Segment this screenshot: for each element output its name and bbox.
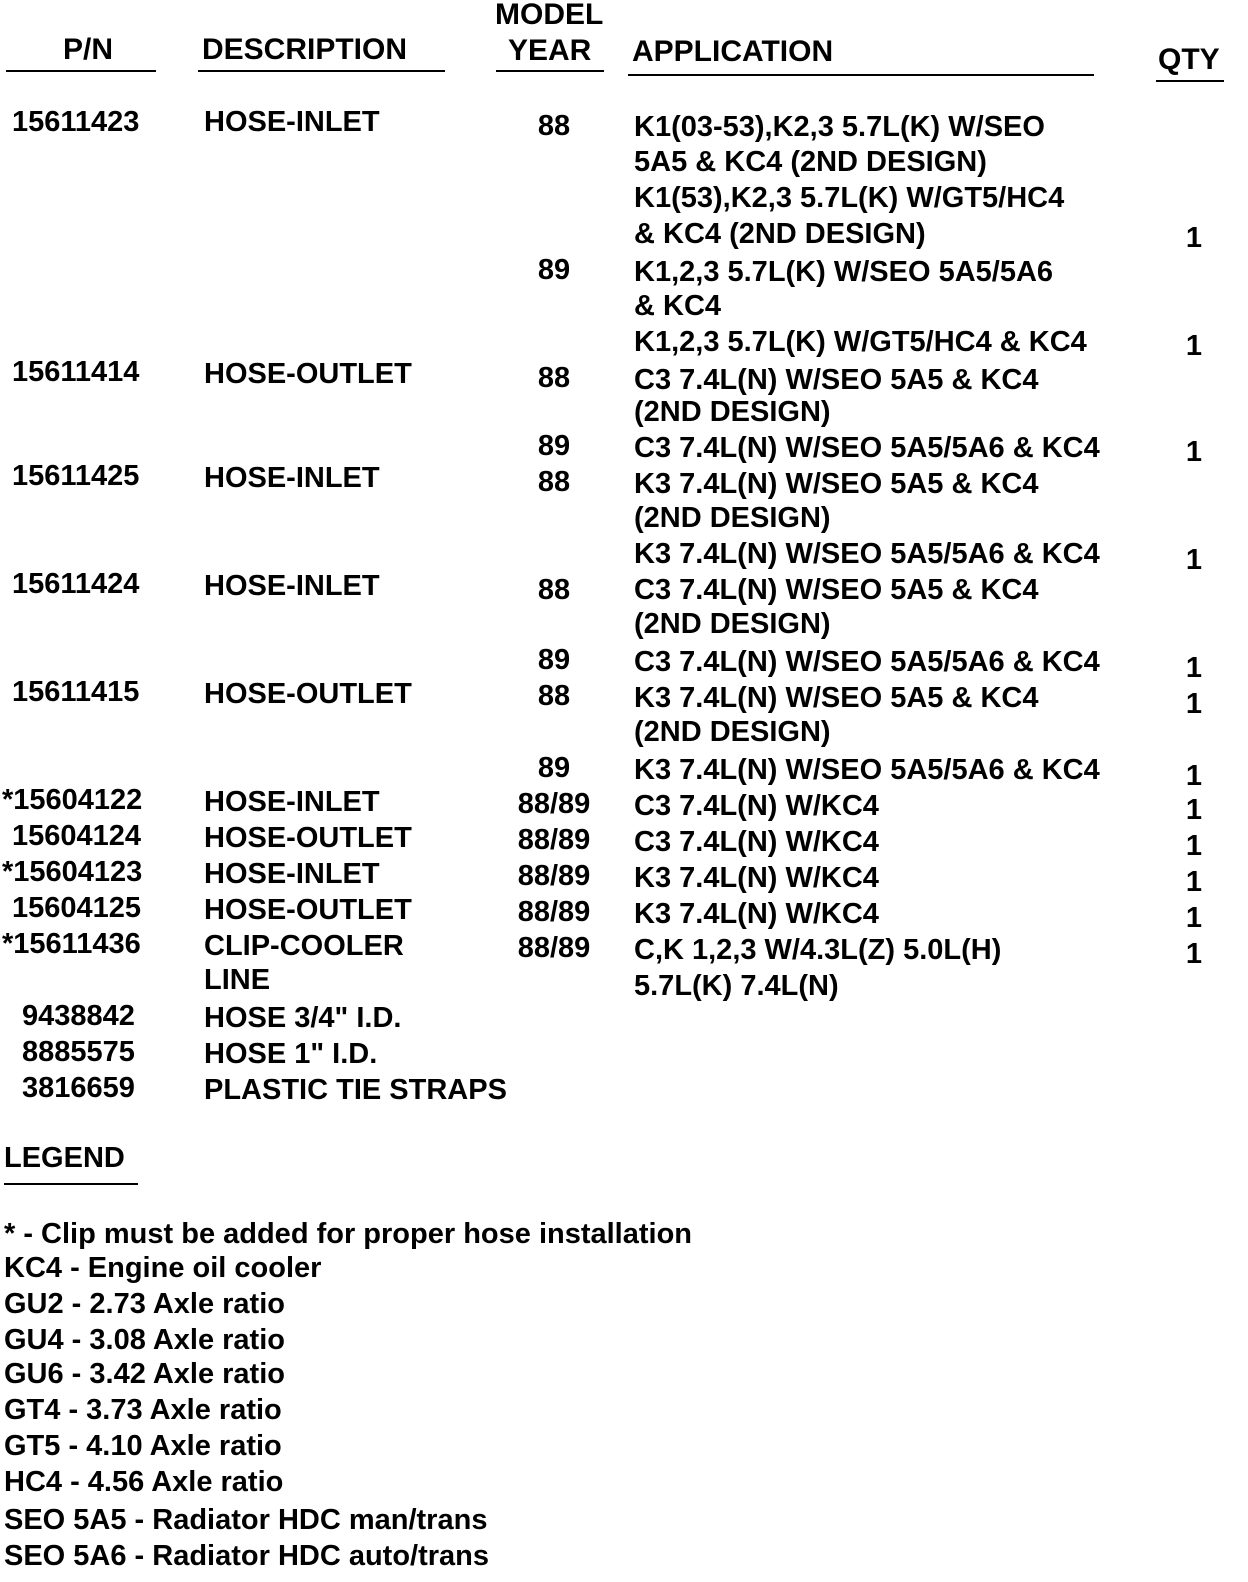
legend-entry: GU4 - 3.08 Axle ratio xyxy=(4,1324,285,1356)
application-line: C3 7.4L(N) W/SEO 5A5 & KC4 xyxy=(634,364,1039,396)
legend-entry: SEO 5A5 - Radiator HDC man/trans xyxy=(4,1504,488,1536)
header-pn: P/N xyxy=(63,33,114,66)
quantity: 1 xyxy=(1185,866,1203,898)
application-line: & KC4 (2ND DESIGN) xyxy=(634,218,926,250)
part-number: 15604125 xyxy=(12,892,142,924)
legend-entry: GU6 - 3.42 Axle ratio xyxy=(4,1358,285,1390)
application-line: K3 7.4L(N) W/KC4 xyxy=(634,898,879,930)
application-line: C,K 1,2,3 W/4.3L(Z) 5.0L(H) xyxy=(634,934,1002,966)
header-description-rule xyxy=(198,70,445,72)
application-line: K3 7.4L(N) W/KC4 xyxy=(634,862,879,894)
part-number: 15611424 xyxy=(12,568,140,600)
legend-entry: * - Clip must be added for proper hose installation xyxy=(4,1218,693,1250)
model-year: 88/89 xyxy=(517,860,591,892)
header-year-rule xyxy=(496,70,604,72)
part-number: 15611425 xyxy=(12,460,140,492)
part-description: HOSE-OUTLET xyxy=(204,678,412,710)
part-number: *15604123 xyxy=(2,856,143,888)
application-line: C3 7.4L(N) W/SEO 5A5 & KC4 xyxy=(634,574,1039,606)
header-pn-rule xyxy=(6,70,156,72)
part-description: PLASTIC TIE STRAPS xyxy=(204,1074,507,1106)
application-line: C3 7.4L(N) W/KC4 xyxy=(634,790,879,822)
part-number: *15604122 xyxy=(2,784,143,816)
application-line: (2ND DESIGN) xyxy=(634,396,831,428)
model-year: 89 xyxy=(537,254,571,286)
application-line: C3 7.4L(N) W/SEO 5A5/5A6 & KC4 xyxy=(634,432,1100,464)
part-description: HOSE-INLET xyxy=(204,462,380,494)
header-application: APPLICATION xyxy=(632,35,834,68)
application-line: K1(53),K2,3 5.7L(K) W/GT5/HC4 xyxy=(634,182,1065,214)
model-year: 88/89 xyxy=(517,824,591,856)
header-description: DESCRIPTION xyxy=(202,33,408,66)
part-number: *15611436 xyxy=(2,928,141,960)
part-description: HOSE 3/4" I.D. xyxy=(204,1002,402,1034)
part-description: CLIP-COOLER xyxy=(204,930,404,962)
part-description: HOSE-OUTLET xyxy=(204,894,412,926)
model-year: 89 xyxy=(537,644,571,676)
part-description: HOSE-INLET xyxy=(204,106,380,138)
model-year: 88/89 xyxy=(517,932,591,964)
part-description: HOSE-OUTLET xyxy=(204,358,412,390)
quantity: 1 xyxy=(1185,652,1203,684)
legend-entry: KC4 - Engine oil cooler xyxy=(4,1252,322,1284)
application-line: C3 7.4L(N) W/KC4 xyxy=(634,826,879,858)
legend-entry: GT5 - 4.10 Axle ratio xyxy=(4,1430,282,1462)
quantity: 1 xyxy=(1185,688,1203,720)
part-description: HOSE-OUTLET xyxy=(204,822,412,854)
legend-entry: SEO 5A6 - Radiator HDC auto/trans xyxy=(4,1540,490,1572)
header-model: MODEL xyxy=(495,0,604,31)
application-line: K3 7.4L(N) W/SEO 5A5/5A6 & KC4 xyxy=(634,754,1100,786)
application-line: K3 7.4L(N) W/SEO 5A5 & KC4 xyxy=(634,468,1039,500)
part-description: HOSE-INLET xyxy=(204,570,380,602)
part-number: 3816659 xyxy=(22,1072,135,1104)
quantity: 1 xyxy=(1185,544,1203,576)
legend-title: LEGEND xyxy=(4,1142,125,1174)
application-line: (2ND DESIGN) xyxy=(634,608,831,640)
application-line: K3 7.4L(N) W/SEO 5A5/5A6 & KC4 xyxy=(634,538,1100,570)
model-year: 88 xyxy=(537,574,571,606)
part-number: 15604124 xyxy=(12,820,142,852)
model-year: 88 xyxy=(537,362,571,394)
legend-entry: GT4 - 3.73 Axle ratio xyxy=(4,1394,282,1426)
header-qty: QTY xyxy=(1158,43,1220,76)
header-application-rule xyxy=(628,74,1094,76)
part-description: LINE xyxy=(204,964,271,996)
quantity: 1 xyxy=(1185,902,1203,934)
part-description: HOSE 1" I.D. xyxy=(204,1038,378,1070)
application-line: K3 7.4L(N) W/SEO 5A5 & KC4 xyxy=(634,682,1039,714)
application-line: K1,2,3 5.7L(K) W/SEO 5A5/5A6 xyxy=(634,256,1054,288)
header-qty-rule xyxy=(1156,80,1224,82)
part-number: 15611414 xyxy=(12,356,140,388)
model-year: 88 xyxy=(537,110,571,142)
model-year: 89 xyxy=(537,752,571,784)
model-year: 88 xyxy=(537,466,571,498)
application-line: & KC4 xyxy=(634,290,722,322)
model-year: 88 xyxy=(537,680,571,712)
part-number: 15611423 xyxy=(12,106,140,138)
model-year: 89 xyxy=(537,430,571,462)
application-line: (2ND DESIGN) xyxy=(634,502,831,534)
application-line: K1,2,3 5.7L(K) W/GT5/HC4 & KC4 xyxy=(634,326,1087,358)
quantity: 1 xyxy=(1185,760,1203,792)
application-line: K1(03-53),K2,3 5.7L(K) W/SEO xyxy=(634,111,1045,143)
quantity: 1 xyxy=(1185,436,1203,468)
part-number: 8885575 xyxy=(22,1036,135,1068)
part-description: HOSE-INLET xyxy=(204,858,380,890)
part-description: HOSE-INLET xyxy=(204,786,380,818)
legend-entry: HC4 - 4.56 Axle ratio xyxy=(4,1466,284,1498)
application-line: 5.7L(K) 7.4L(N) xyxy=(634,970,839,1002)
legend-entry: GU2 - 2.73 Axle ratio xyxy=(4,1288,285,1320)
part-number: 15611415 xyxy=(12,676,140,708)
legend-title-rule xyxy=(4,1183,138,1185)
quantity: 1 xyxy=(1185,938,1203,970)
application-line: (2ND DESIGN) xyxy=(634,716,831,748)
quantity: 1 xyxy=(1185,330,1203,362)
quantity: 1 xyxy=(1185,222,1203,254)
header-year: YEAR xyxy=(508,34,592,67)
quantity: 1 xyxy=(1185,830,1203,862)
model-year: 88/89 xyxy=(517,896,591,928)
application-line: 5A5 & KC4 (2ND DESIGN) xyxy=(634,146,987,178)
quantity: 1 xyxy=(1185,794,1203,826)
application-line: C3 7.4L(N) W/SEO 5A5/5A6 & KC4 xyxy=(634,646,1100,678)
model-year: 88/89 xyxy=(517,788,591,820)
part-number: 9438842 xyxy=(22,1000,135,1032)
